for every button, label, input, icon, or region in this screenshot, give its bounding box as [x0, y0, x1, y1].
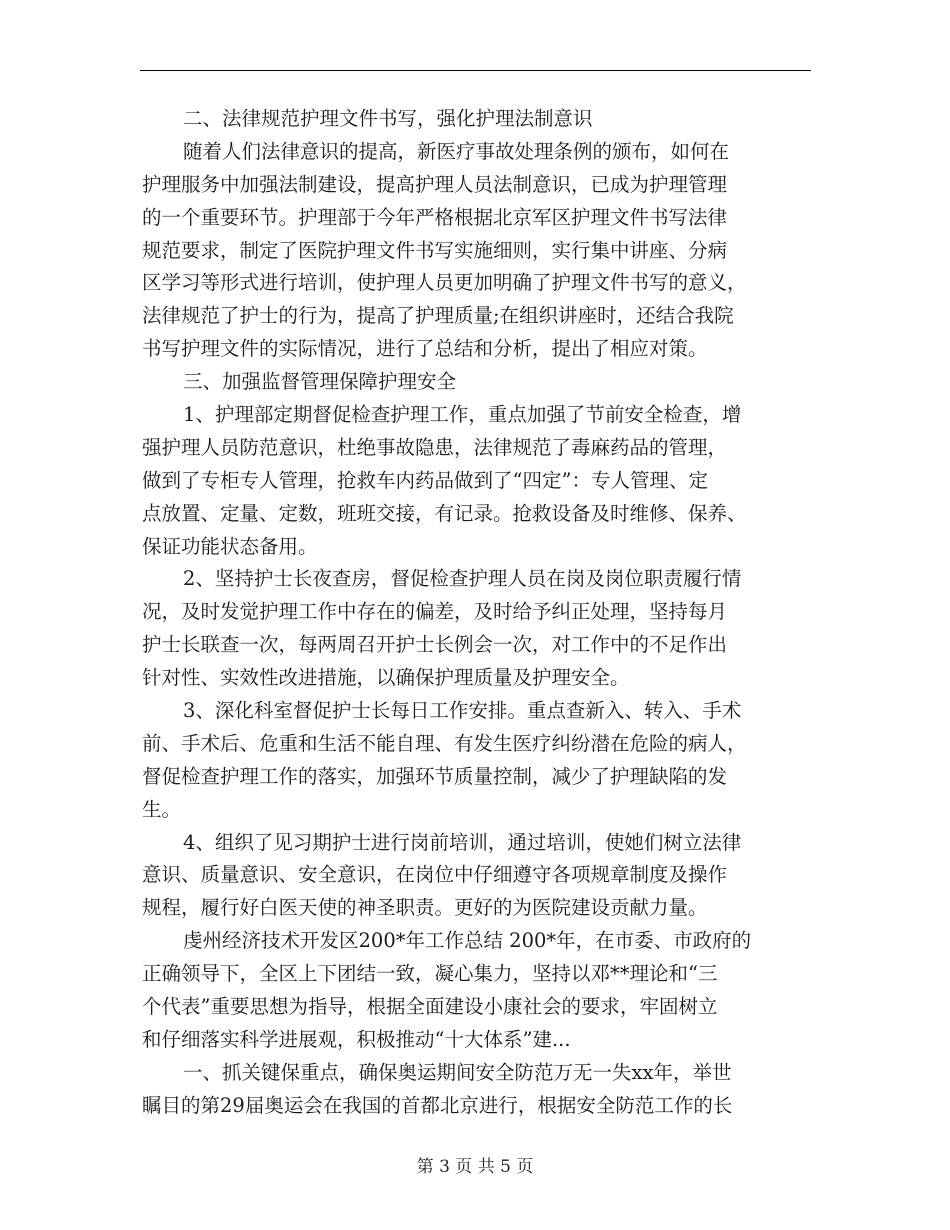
text-line: 法律规范了护士的行为，提高了护理质量;在组织讲座时，还结合我院	[142, 304, 734, 328]
text-line: 护士长联查一次，每两周召开护士长例会一次，对工作中的不足作出	[142, 633, 728, 657]
text-line: 正确领导下，全区上下团结一致，凝心集力，坚持以邓**理论和“三	[142, 962, 718, 986]
document-body	[142, 103, 810, 1123]
text-line: 1、护理部定期督促检查护理工作，重点加强了节前安全检查，增	[183, 403, 742, 427]
text-line: 规程，履行好白医天使的神圣职责。更好的为医院建设贡献力量。	[142, 896, 708, 920]
text-line: 3、深化科室督促护士长每日工作安排。重点查新入、转入、手术	[183, 699, 742, 723]
text-line: 督促检查护理工作的落实，加强环节质量控制，减少了护理缺陷的发	[142, 764, 728, 788]
text-line: 强护理人员防范意识，杜绝事故隐患，法律规范了毒麻药品的管理，	[142, 435, 728, 459]
page-number-footer: 第 3 页 共 5 页	[416, 1157, 534, 1177]
text-line: 一、抓关键保重点，确保奥运期间安全防范万无一失xx年，举世	[183, 1060, 732, 1084]
text-line: 生。	[142, 797, 182, 821]
header-rule	[140, 70, 811, 71]
text-line: 2、坚持护士长夜查房，督促检查护理人员在岗及岗位职责履行情	[183, 567, 742, 591]
text-line: 二、法律规范护理文件书写，强化护理法制意识	[183, 107, 593, 130]
text-line: 虔州经济技术开发区200*年工作总结 200*年，在市委、市政府的	[183, 929, 752, 953]
text-line: 做到了专柜专人管理，抢救车内药品做到了“四定”：专人管理、定	[142, 468, 708, 492]
text-line: 前、手术后、危重和生活不能自理、有发生医疗纠纷潜在危险的病人，	[142, 731, 747, 755]
text-line: 个代表”重要思想为指导，根据全面建设小康社会的要求，牢固树立	[142, 995, 718, 1019]
text-line: 针对性、实效性改进措施，以确保护理质量及护理安全。	[142, 666, 630, 690]
text-line: 保证功能状态备用。	[142, 534, 318, 558]
text-line: 书写护理文件的实际情况，进行了总结和分析，提出了相应对策。	[142, 337, 708, 361]
text-line: 况，及时发觉护理工作中存在的偏差，及时给予纠正处理，坚持每月	[142, 600, 728, 624]
text-line: 区学习等形式进行培训，使护理人员更加明确了护理文件书写的意义，	[142, 271, 747, 295]
text-line: 4、组织了见习期护士进行岗前培训，通过培训，使她们树立法律	[183, 830, 742, 854]
text-line: 和仔细落实科学进展观，积极推动“十大体系”建...	[142, 1027, 571, 1051]
text-line: 随着人们法律意识的提高，新医疗事故处理条例的颁布，如何在	[183, 139, 730, 163]
text-line: 三、加强监督管理保障护理安全	[183, 370, 457, 394]
text-line: 护理服务中加强法制建设，提高护理人员法制意识，已成为护理管理	[142, 172, 728, 196]
text-line: 规范要求，制定了医院护理文件书写实施细则，实行集中讲座、分病	[142, 238, 728, 262]
text-line: 瞩目的第29届奥运会在我国的首都北京进行，根据安全防范工作的长	[142, 1093, 733, 1117]
text-line: 点放置、定量、定数，班班交接，有记录。抢救设备及时维修、保养、	[142, 501, 747, 525]
text-line: 意识、质量意识、安全意识，在岗位中仔细遵守各项规章制度及操作	[142, 863, 728, 887]
text-line: 的一个重要环节。护理部于今年严格根据北京军区护理文件书写法律	[142, 205, 728, 229]
